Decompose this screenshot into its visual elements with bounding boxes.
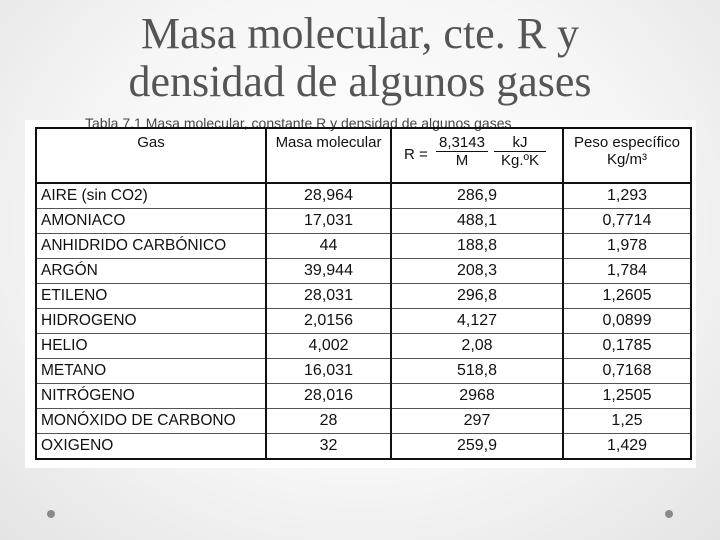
cell-r-value: 297 bbox=[391, 409, 563, 434]
table-row bbox=[36, 284, 691, 309]
cell-density: 1,25 bbox=[563, 409, 691, 434]
table-row bbox=[36, 234, 691, 259]
r-unit-numerator: kJ bbox=[494, 134, 546, 152]
cell-r-value: 296,8 bbox=[391, 284, 563, 309]
header-molecular-mass: Masa molecular bbox=[266, 128, 391, 183]
cell-gas: NITRÓGENO bbox=[36, 384, 266, 409]
table-row bbox=[36, 384, 691, 409]
cell-gas: ANHIDRIDO CARBÓNICO bbox=[36, 234, 266, 259]
r-denominator: M bbox=[455, 152, 469, 169]
table-header-row bbox=[36, 128, 691, 183]
table-row bbox=[36, 183, 691, 209]
gas-properties-table bbox=[35, 127, 692, 460]
header-gas: Gas bbox=[36, 128, 266, 183]
cell-density: 0,7714 bbox=[563, 209, 691, 234]
cell-density: 1,784 bbox=[563, 259, 691, 284]
cell-r-value: 2968 bbox=[391, 384, 563, 409]
table-row bbox=[36, 309, 691, 334]
r-unit-denominator: Kg.ºK bbox=[501, 152, 539, 169]
cell-r-value: 208,3 bbox=[391, 259, 563, 284]
cell-gas: OXIGENO bbox=[36, 434, 266, 460]
cell-molecular-mass: 2,0156 bbox=[266, 309, 391, 334]
cell-molecular-mass: 28 bbox=[266, 409, 391, 434]
cell-molecular-mass: 28,031 bbox=[266, 284, 391, 309]
cell-density: 0,1785 bbox=[563, 334, 691, 359]
table-body bbox=[36, 183, 691, 459]
cell-density: 1,2605 bbox=[563, 284, 691, 309]
cell-r-value: 518,8 bbox=[391, 359, 563, 384]
header-density-line-1: Peso específico bbox=[574, 134, 680, 151]
cell-gas: AMONIACO bbox=[36, 209, 266, 234]
table-row bbox=[36, 409, 691, 434]
cell-r-value: 286,9 bbox=[391, 183, 563, 209]
cell-molecular-mass: 28,016 bbox=[266, 384, 391, 409]
r-constant: 8,3143 bbox=[436, 134, 488, 152]
slide-title-line-1: Masa molecular, cte. R y bbox=[140, 9, 580, 58]
cell-r-value: 259,9 bbox=[391, 434, 563, 460]
table-row bbox=[36, 259, 691, 284]
header-r-formula bbox=[391, 128, 563, 183]
cell-gas: HIDROGENO bbox=[36, 309, 266, 334]
slide-bullet-left bbox=[47, 510, 55, 518]
cell-molecular-mass: 39,944 bbox=[266, 259, 391, 284]
r-formula bbox=[392, 134, 562, 182]
cell-gas: MONÓXIDO DE CARBONO bbox=[36, 409, 266, 434]
cell-density: 1,978 bbox=[563, 234, 691, 259]
table-caption: Tabla 7.1 Masa molecular, constante R y densidad de algunos gases bbox=[85, 115, 512, 131]
cell-r-value: 488,1 bbox=[391, 209, 563, 234]
r-unit-fraction bbox=[494, 134, 546, 169]
cell-gas: AIRE (sin CO2) bbox=[36, 183, 266, 209]
cell-molecular-mass: 16,031 bbox=[266, 359, 391, 384]
cell-density: 1,293 bbox=[563, 183, 691, 209]
slide-bullet-right bbox=[665, 510, 673, 518]
header-density bbox=[563, 128, 691, 183]
cell-gas: METANO bbox=[36, 359, 266, 384]
cell-r-value: 2,08 bbox=[391, 334, 563, 359]
cell-molecular-mass: 17,031 bbox=[266, 209, 391, 234]
header-density-line-2: Kg/m³ bbox=[606, 151, 647, 168]
cell-r-value: 188,8 bbox=[391, 234, 563, 259]
r-formula-label: R = bbox=[404, 146, 428, 163]
table-row bbox=[36, 359, 691, 384]
cell-gas: HELIO bbox=[36, 334, 266, 359]
cell-r-value: 4,127 bbox=[391, 309, 563, 334]
cell-molecular-mass: 44 bbox=[266, 234, 391, 259]
slide-title bbox=[0, 10, 720, 106]
cell-molecular-mass: 4,002 bbox=[266, 334, 391, 359]
table-row bbox=[36, 209, 691, 234]
cell-density: 0,0899 bbox=[563, 309, 691, 334]
table-row bbox=[36, 434, 691, 460]
cell-molecular-mass: 28,964 bbox=[266, 183, 391, 209]
cell-density: 1,2505 bbox=[563, 384, 691, 409]
cell-density: 0,7168 bbox=[563, 359, 691, 384]
cell-molecular-mass: 32 bbox=[266, 434, 391, 460]
cell-density: 1,429 bbox=[563, 434, 691, 460]
cell-gas: ETILENO bbox=[36, 284, 266, 309]
slide-title-line-2: densidad de algunos gases bbox=[128, 57, 592, 106]
table-row bbox=[36, 334, 691, 359]
gas-table-image bbox=[25, 115, 696, 468]
cell-gas: ARGÓN bbox=[36, 259, 266, 284]
r-formula-fraction bbox=[436, 134, 488, 169]
